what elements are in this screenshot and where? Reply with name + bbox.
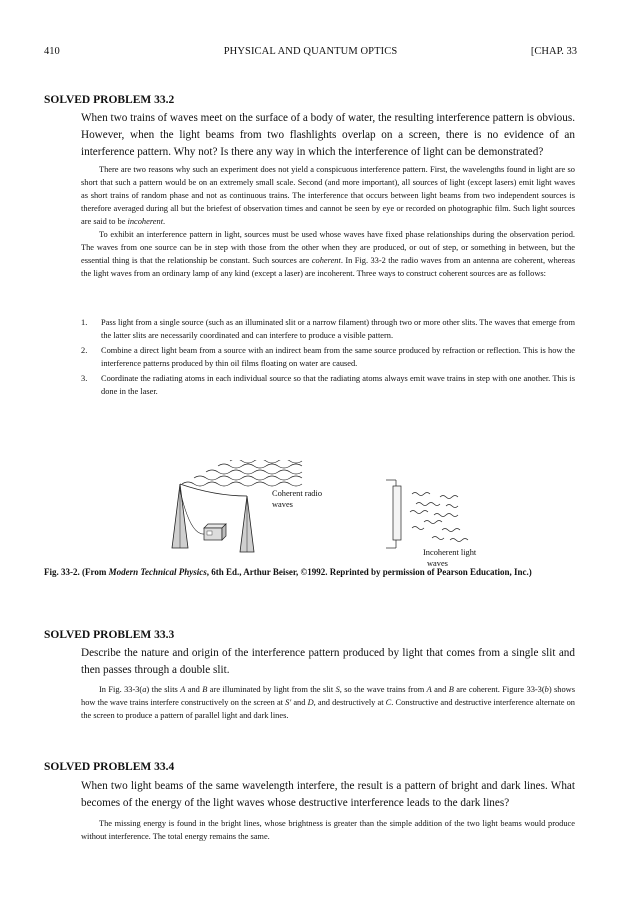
coherent-radio-waves-drawing xyxy=(182,460,302,486)
incoherent-label-line-2: waves xyxy=(427,559,448,568)
problem-question-33-2: When two trains of waves meet on the surface of a body of water, the resulting interference pattern is obvious. However, when the light beams from two flashlights overlap on a screen, there is no evidence of an interference pattern. Why not? Is there any way in which the interference of light can be demonstrated? xyxy=(81,112,575,158)
list-item: 3. Coordinate the radiating atoms in each individual source so that the radiating atoms always emit wave trains in step with one another. This is done in the laser. xyxy=(81,374,575,396)
coherent-label-line-2: waves xyxy=(272,500,293,509)
page-number: 410 xyxy=(44,46,60,57)
answer-paragraph: To exhibit an interference pattern in light, sources must be used whose waves have fixed phase relationships during the observation period. The waves from one source can be in step with those from the other when they are produced, or out of step, or something in between, but the essential thing is that the relationship be constant. Such sources are coherent. In Fig. 33-2 the radio waves from an antenna are coherent, whereas the light waves from an ordinary lamp of any kind (except a laser) are incoherent. Three ways to construct coherent sources are as follows: xyxy=(81,230,575,278)
lamp-drawing xyxy=(386,480,401,548)
page-header xyxy=(44,46,577,60)
problem-heading-33-3: SOLVED PROBLEM 33.3 xyxy=(44,629,175,641)
incoherent-light-waves-drawing xyxy=(410,493,468,542)
running-title: PHYSICAL AND QUANTUM OPTICS xyxy=(223,46,398,57)
problem-answer-33-2 xyxy=(81,163,575,280)
problem-answer-33-3: In Fig. 33-3(a) the slits A and B are illuminated by light from the slit S, so the wave trains from A and B are coherent. Figure 33-3(b) shows how the wave trains interfere constructively on the screen at S′ and D, and destructively at C. Constructive and destructive interference alternate on the screen to produce a pattern of parallel light and dark lines. xyxy=(81,685,575,720)
antenna-drawing xyxy=(172,484,254,552)
list-item: 2. Combine a direct light beam from a source with an indirect beam from the same source produced by refraction or reflection. This is how the interference patterns produced by thin oil films floating on water are caused. xyxy=(81,346,575,368)
chapter-label: [CHAP. 33 xyxy=(530,46,577,57)
list-item: 1. Pass light from a single source (such as an illuminated slit or a narrow filament) through two or more other slits. The waves that emerge from the latter slits are necessarily coordinated and can interfere to produce a visible pattern. xyxy=(81,318,575,340)
coherent-label-line-1: Coherent radio xyxy=(272,489,323,498)
problem-question-33-4: When two light beams of the same wavelength interfere, the result is a pattern of bright and dark lines. What becomes of the energy of the light waves whose destructive interference leads to the dark lines? xyxy=(81,780,575,809)
figure-caption: Fig. 33-2. (From Modern Technical Physics, 6th Ed., Arthur Beiser, ©1992. Reprinted by permission of Pearson Education, Inc.) xyxy=(44,567,532,577)
figure-33-2 xyxy=(160,460,500,570)
incoherent-label-line-1: Incoherent light xyxy=(423,548,477,557)
coherent-sources-list xyxy=(81,316,575,400)
problem-heading-33-4: SOLVED PROBLEM 33.4 xyxy=(44,761,175,773)
problem-question-33-3: Describe the nature and origin of the interference pattern produced by light that comes from a single slit and then passes through a double slit. xyxy=(81,647,575,676)
problem-heading-33-2: SOLVED PROBLEM 33.2 xyxy=(44,94,175,106)
answer-paragraph: There are two reasons why such an experiment does not yield a conspicuous interference pattern. First, the wavelengths found in light are so short that such a pattern would be on an extremely small scale. Second (and more important), all sources of light (except lasers) emit light waves as short trains of random phase and not as continuous trains. The interference that occurs between light beams from two independent sources is therefore averaged during all but the briefest of observation times and cannot be seen by eye or recorded on photographic film. Such light sources are said to be incoherent. xyxy=(81,165,575,226)
problem-answer-33-4: The missing energy is found in the bright lines, whose brightness is greater than the simple addition of the two light beams would produce without interference. The total energy remains the same. xyxy=(81,819,575,841)
